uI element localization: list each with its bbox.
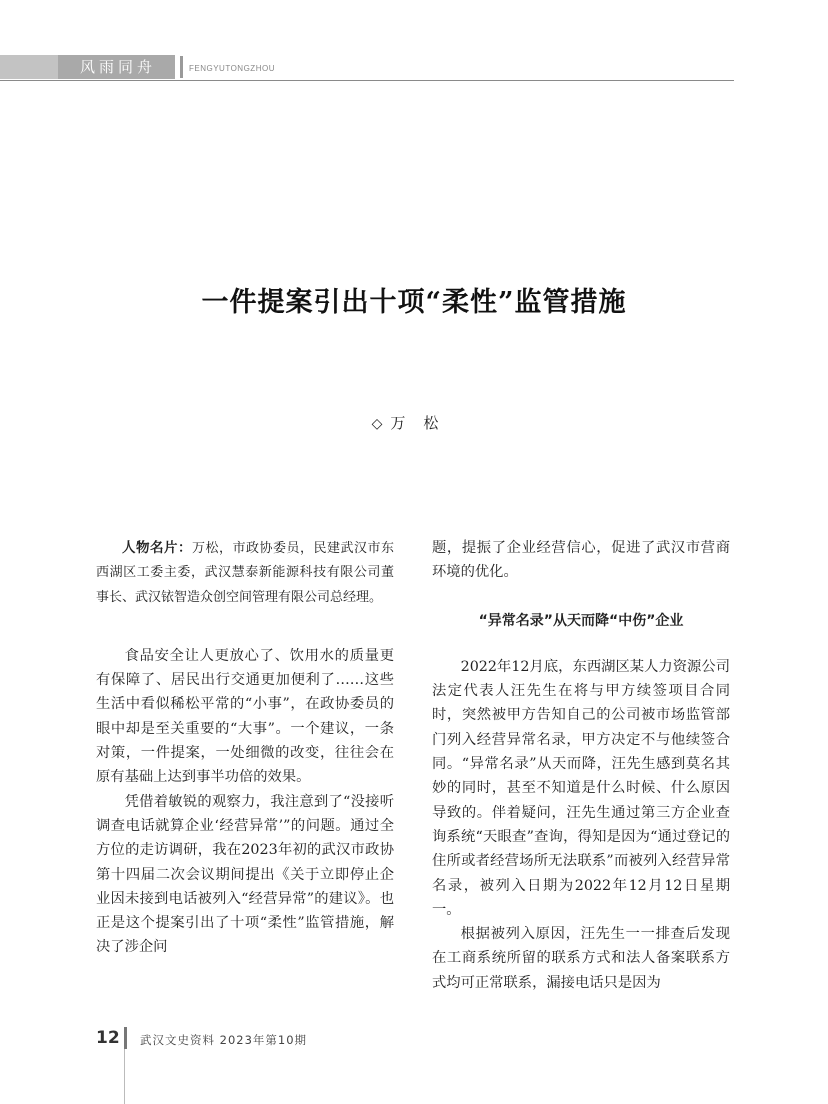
diamond-icon: ◇ [371,416,383,432]
column-name: 风雨同舟 [80,58,157,76]
footer-divider [124,1027,127,1049]
paragraph: 凭借着敏锐的观察力，我注意到了“没接听调查电话就算企业‘经营异常’”的问题。通过全方位的走访调研，我在2023年初的武汉市政协第十四届二次会议期间提出《关于立即停止企业因未接到电话被列入“经营异常”的建议》。也正是这个提案引出了十项“柔性”监管措施，解决了涉企问 [96,793,394,956]
author-line [0,412,828,433]
header-divider [180,56,183,78]
paragraph: 根据被列入原因，汪先生一一排查后发现在工商系统所留的联系方式和法人备案联系方式均可正常联系，漏接电话只是因为 [432,926,730,991]
journal-issue: 武汉文史资料 2023年第10期 [140,1033,308,1047]
right-column [432,536,730,995]
section-heading: “异常名录”从天而降“中伤”企业 [478,612,684,629]
paragraph-continued: 题，提振了企业经营信心，促进了武汉市营商环境的优化。 [432,540,730,581]
header-rule [0,80,734,81]
article-title: 一件提案引出十项“柔性”监管措施 [201,287,627,318]
paragraph: 2022年12月底，东西湖区某人力资源公司法定代表人汪先生在将与甲方续签项目合同时，突然被甲方告知自己的公司被市场监管部门列入经营异常名录，甲方决定不与他续签合同。“异常名录”从天而降，汪先生感到莫名其妙的同时，甚至不知道是什么时候、什么原因导致的。伴着疑问，汪先生通过第三方企业查询系统“天眼查”查询，得知是因为“通过登记的住所或者经营场所无法联系”而被列入经营异常名录，被列入日期为2022年12月12日星期一。 [432,658,730,918]
author-name: 万松 [390,414,457,432]
header-bar-accent [0,55,58,79]
bio-text: 万松，市政协委员，民建武汉市东西湖区工委主委，武汉慧泰新能源科技有限公司董事长、武汉铱智造众创空间管理有限公司总经理。 [96,541,394,605]
column-pinyin: FENGYUTONGZHOU [189,64,275,73]
footer-vertical-line [124,1049,125,1104]
paragraph: 食品安全让人更放心了、饮用水的质量更有保障了、居民出行交通更加便利了……这些生活中看似稀松平常的“小事”，在政协委员的眼中却是至关重要的“大事”。一个建议，一条对策，一件提案，一处细微的改变，往往会在原有基础上达到事半功倍的效果。 [96,647,394,786]
bio-label: 人物名片： [122,540,192,556]
author-bio [96,536,394,610]
page-number: 12 [96,1028,120,1048]
left-column [96,536,394,960]
